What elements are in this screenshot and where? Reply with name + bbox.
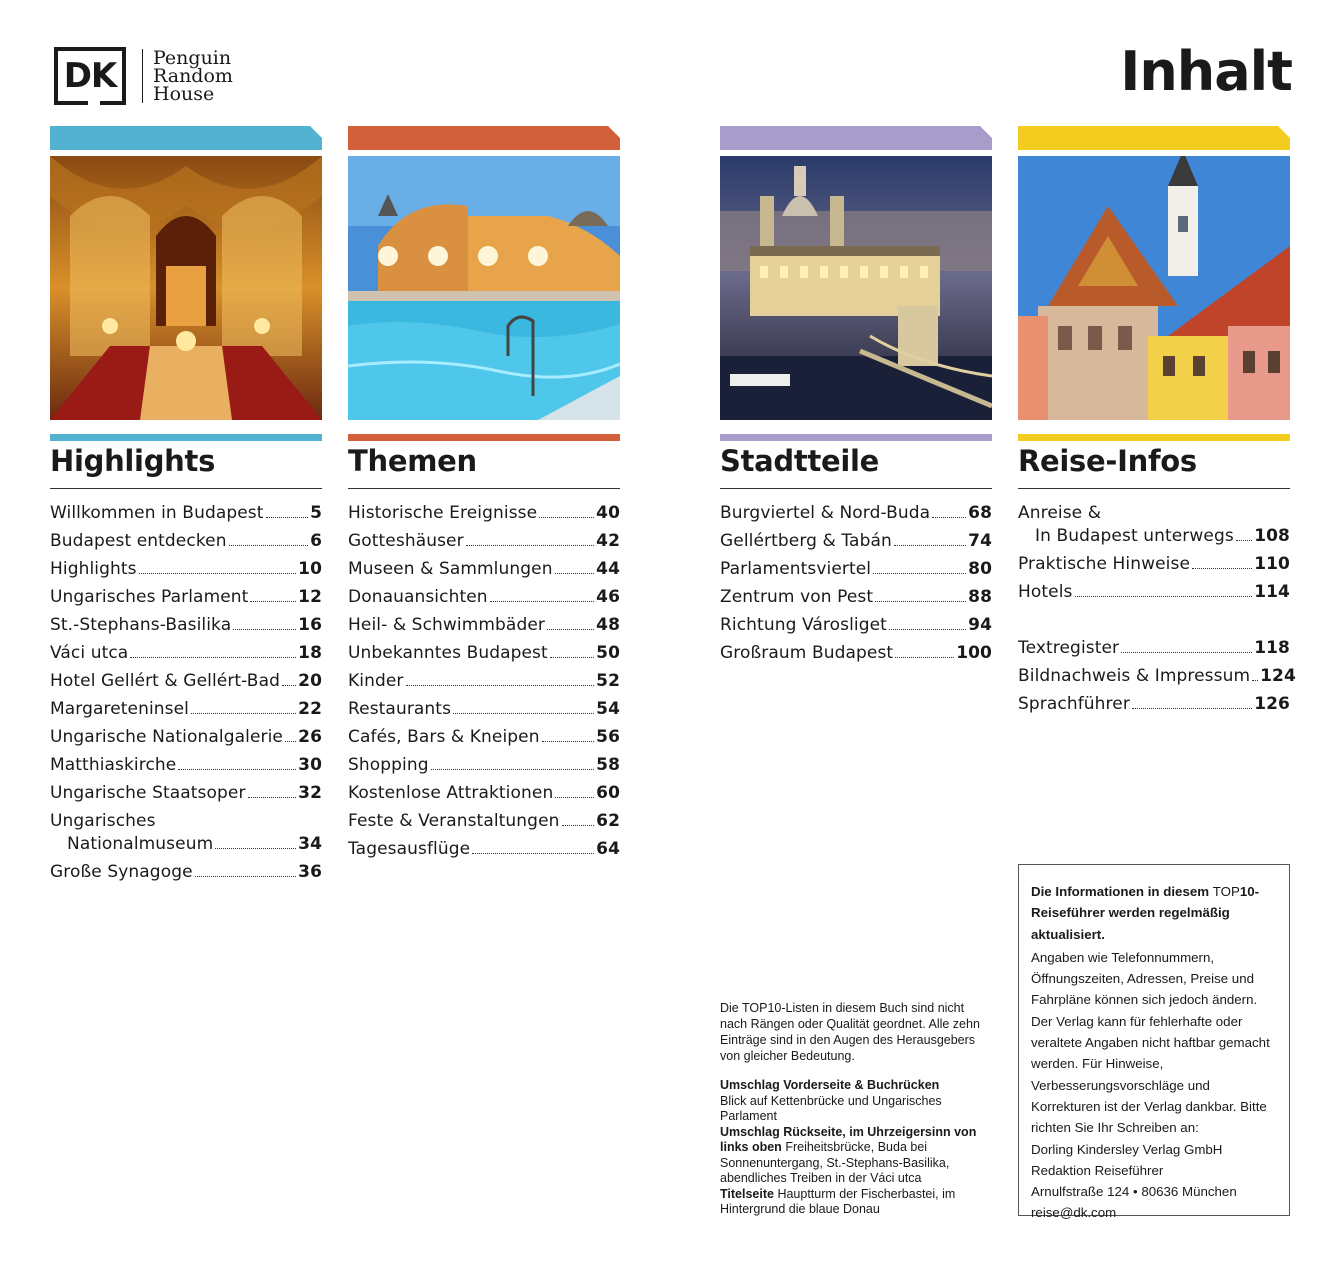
toc-entry[interactable] (720, 587, 992, 615)
toc-page-number: 126 (1254, 694, 1290, 714)
dot-leader (178, 769, 296, 770)
toc-entry-label: Burgviertel & Nord-Buda (720, 503, 931, 523)
dot-leader (285, 741, 296, 742)
toc-page-number: 88 (968, 587, 992, 607)
dot-leader (195, 876, 296, 877)
address-line: Dorling Kindersley Verlag GmbH (1031, 1141, 1223, 1157)
section-stadtteile (720, 126, 992, 671)
toc-entry[interactable] (1018, 694, 1290, 722)
dot-leader (139, 573, 297, 574)
toc-page-number: 52 (596, 671, 620, 691)
toc-entry-label: Museen & Sammlungen (348, 559, 553, 579)
toc-entry-label: Willkommen in Budapest (50, 503, 264, 523)
toc-entry[interactable] (720, 503, 992, 531)
toc-entry-label: Richtung Városliget (720, 615, 887, 635)
toc-page-number: 16 (298, 615, 322, 635)
toc-page-number: 50 (596, 643, 620, 663)
toc-page-number: 62 (596, 811, 620, 831)
toc-entry[interactable] (720, 643, 992, 671)
dot-leader (215, 848, 296, 849)
toc-entry[interactable] (348, 503, 620, 531)
toc-entry[interactable] (348, 615, 620, 643)
toc-entry-label: Parlamentsviertel (720, 559, 872, 579)
toc-list (348, 503, 620, 867)
section-title: Themen (348, 444, 477, 478)
toc-list (720, 503, 992, 671)
toc-entry-label: St.-Stephans-Basilika (50, 615, 232, 635)
toc-entry[interactable] (50, 862, 322, 890)
section-title: Reise-Infos (1018, 444, 1197, 478)
toc-entry[interactable] (348, 559, 620, 587)
toc-entry-label: Nationalmuseum (67, 834, 214, 854)
toc-page-number: 22 (298, 699, 322, 719)
toc-entry-label: Große Synagoge (50, 862, 193, 882)
toc-entry[interactable] (348, 839, 620, 867)
section-color-tab (348, 126, 620, 150)
toc-entry-label: Highlights (50, 559, 137, 579)
toc-page-number: 40 (596, 503, 620, 523)
toc-entry[interactable] (1018, 638, 1290, 666)
publisher-line: House (153, 83, 215, 105)
toc-entry-label: Budapest entdecken (50, 531, 227, 551)
info-box-body: Angaben wie Telefonnummern, Öffnungszeiten, Adressen, Preise und Fahrpläne können sich jedoch ändern. Der Verlag kann für fehlerhafte oder veraltete Angaben nicht haftbar gemacht werden. Für Hinweise, Verbesserungsvorschläge und Korrekturen ist der Verlag dankbar. Bitte richten Sie Ihr Schreiben an: (1031, 949, 1270, 1136)
toc-page-number: 110 (1254, 554, 1290, 574)
toc-entry-label: Feste & Veranstaltungen (348, 811, 560, 831)
section-divider (1018, 488, 1290, 489)
toc-page-number: 46 (596, 587, 620, 607)
dot-leader (875, 601, 966, 602)
dot-leader (472, 853, 594, 854)
top10-wordmark-top: TOP (1212, 884, 1240, 899)
toc-page-number: 64 (596, 839, 620, 859)
toc-entry[interactable] (50, 643, 322, 671)
toc-page-number: 100 (956, 643, 992, 663)
toc-entry[interactable] (50, 503, 322, 531)
section-highlights (50, 126, 322, 890)
section-color-tab (720, 126, 992, 150)
toc-entry[interactable] (348, 587, 620, 615)
publisher-logo (54, 46, 233, 106)
dot-leader (229, 545, 308, 546)
dot-leader (547, 629, 594, 630)
photo-buda-houses (1018, 156, 1290, 420)
publisher-line: Random (153, 65, 233, 87)
toc-page-number: 74 (968, 531, 992, 551)
toc-page-number: 60 (596, 783, 620, 803)
toc-entry-label: Zentrum von Pest (720, 587, 874, 607)
toc-entry-label: Ungarische Staatsoper (50, 783, 246, 803)
dot-leader (466, 545, 594, 546)
dot-leader (539, 517, 594, 518)
toc-entry-label: Bildnachweis & Impressum (1018, 666, 1251, 686)
toc-entry-label: Tagesausflüge (348, 839, 471, 859)
toc-page-number: 18 (298, 643, 322, 663)
toc-entry-label: Historische Ereignisse (348, 503, 538, 523)
toc-entry[interactable] (720, 615, 992, 643)
toc-page-number: 56 (596, 727, 620, 747)
toc-page-number: 42 (596, 531, 620, 551)
dot-leader (453, 713, 594, 714)
toc-page-number: 124 (1260, 666, 1296, 686)
top10-note (720, 1000, 990, 1218)
toc-page-number: 34 (298, 834, 322, 854)
toc-list (1018, 503, 1296, 722)
toc-entry-label: Hotels (1018, 582, 1073, 602)
toc-entry[interactable] (348, 643, 620, 671)
dot-leader (1192, 568, 1252, 569)
section-divider (720, 488, 992, 489)
toc-entry-label: Gotteshäuser (348, 531, 464, 551)
toc-entry[interactable] (720, 559, 992, 587)
dot-leader (130, 657, 296, 658)
top10-explanation: Die TOP10-Listen in diesem Buch sind nicht nach Rängen oder Qualität geordnet. Alle zehn Einträge sind in den Augen des Herausgebers von gleicher Bedeutung. (720, 1001, 980, 1063)
toc-entry-label: Restaurants (348, 699, 452, 719)
credit-text: Hauptturm der Fischerbastei, im Hintergrund die blaue Donau (720, 1186, 956, 1216)
toc-entry-label: Kinder (348, 671, 404, 691)
dot-leader (550, 657, 594, 658)
toc-entry[interactable] (50, 615, 322, 643)
toc-entry[interactable] (50, 811, 322, 862)
toc-entry-label: Gellértberg & Tabán (720, 531, 892, 551)
toc-page-number: 36 (298, 862, 322, 882)
toc-entry[interactable] (348, 755, 620, 783)
toc-entry-label: Ungarische Nationalgalerie (50, 727, 283, 747)
dot-leader (894, 545, 966, 546)
toc-entry-label: Praktische Hinweise (1018, 554, 1191, 574)
publisher-line: Penguin (153, 47, 232, 69)
toc-entry[interactable] (1018, 554, 1290, 582)
dot-leader (233, 629, 296, 630)
toc-entry-label: Textregister (1018, 638, 1120, 658)
info-heading-part: -Reiseführer werden regelmäßig aktualisiert. (1031, 884, 1260, 942)
toc-page-number: 94 (968, 615, 992, 635)
section-underbar (1018, 434, 1290, 441)
email-link[interactable]: reise@dk.com (1031, 1205, 1117, 1221)
section-title: Highlights (50, 444, 216, 478)
toc-entry[interactable] (348, 811, 620, 839)
dot-leader (555, 797, 594, 798)
toc-entry[interactable] (1018, 666, 1296, 694)
section-underbar (348, 434, 620, 441)
dot-leader (1252, 680, 1258, 681)
toc-entry[interactable] (50, 755, 322, 783)
address-line: Redaktion Reiseführer (1031, 1162, 1164, 1178)
info-heading-part: Die Informationen in diesem (1031, 884, 1213, 899)
section-color-tab (1018, 126, 1290, 150)
toc-page-number: 48 (596, 615, 620, 635)
dot-leader (555, 573, 595, 574)
toc-page-number: 114 (1254, 582, 1290, 602)
dot-leader (191, 713, 296, 714)
toc-page-number: 80 (968, 559, 992, 579)
toc-entry-label: Anreise & (1018, 503, 1102, 523)
dot-leader (873, 573, 966, 574)
section-underbar (720, 434, 992, 441)
section-color-tab (50, 126, 322, 150)
toc-entry[interactable] (348, 699, 620, 727)
toc-page-number: 6 (310, 531, 322, 551)
logo-divider (142, 49, 143, 103)
dot-leader (431, 769, 595, 770)
toc-page-number: 44 (596, 559, 620, 579)
dot-leader (1075, 596, 1253, 597)
dot-leader (542, 741, 595, 742)
toc-entry[interactable] (50, 587, 322, 615)
toc-entry-label: Cafés, Bars & Kneipen (348, 727, 540, 747)
section-title: Stadtteile (720, 444, 880, 478)
toc-entry-label: Hotel Gellért & Gellért-Bad (50, 671, 280, 691)
toc-entry[interactable] (1018, 503, 1290, 554)
toc-entry[interactable] (348, 671, 620, 699)
toc-entry[interactable] (50, 783, 322, 811)
section-divider (50, 488, 322, 489)
dot-leader (406, 685, 595, 686)
toc-entry-label: Unbekanntes Budapest (348, 643, 548, 663)
dot-leader (266, 517, 309, 518)
toc-list (50, 503, 322, 890)
section-divider (348, 488, 620, 489)
dot-leader (250, 601, 296, 602)
toc-entry-label: Großraum Budapest (720, 643, 894, 663)
cover-credits (720, 1078, 990, 1218)
credit-label: Umschlag Vorderseite & Buchrücken (720, 1078, 940, 1092)
toc-entry[interactable] (50, 671, 322, 699)
address-line: Arnulfstraße 124 • 80636 München (1031, 1184, 1237, 1200)
toc-entry-label: Margareteninsel (50, 699, 189, 719)
toc-page-number: 68 (968, 503, 992, 523)
toc-entry-label: Kostenlose Attraktionen (348, 783, 554, 803)
toc-entry[interactable] (50, 559, 322, 587)
dk-logo-mark: DK (54, 47, 126, 105)
toc-entry-label: Matthiaskirche (50, 755, 177, 775)
dot-leader (490, 601, 594, 602)
credit-label: Umschlag Rückseite, im Uhrzeigersinn von links oben (720, 1124, 977, 1154)
toc-entry[interactable] (348, 727, 620, 755)
section-underbar (50, 434, 322, 441)
dot-leader (889, 629, 966, 630)
toc-page-number: 10 (298, 559, 322, 579)
dot-leader (282, 685, 296, 686)
dot-leader (562, 825, 595, 826)
credit-label: Titelseite (720, 1186, 774, 1201)
section-reise-infos (1018, 126, 1296, 722)
section-themen (348, 126, 620, 867)
toc-page-number: 12 (298, 587, 322, 607)
dot-leader (1132, 708, 1252, 709)
toc-entry[interactable] (1018, 582, 1290, 610)
toc-page-number: 58 (596, 755, 620, 775)
photo-chain-bridge-night (720, 156, 992, 420)
toc-entry-label: Shopping (348, 755, 429, 775)
publisher-name (153, 49, 233, 103)
dot-leader (932, 517, 966, 518)
photo-szechenyi-bath (348, 156, 620, 420)
credit-text: Blick auf Kettenbrücke und Ungarisches Parlament (720, 1093, 942, 1123)
toc-page-number: 118 (1254, 638, 1290, 658)
toc-entry-label: Ungarisches Parlament (50, 587, 249, 607)
toc-entry[interactable] (348, 531, 620, 559)
toc-page-number: 26 (298, 727, 322, 747)
page-title: Inhalt (1120, 40, 1292, 103)
toc-page-number: 20 (298, 671, 322, 691)
update-info-box (1018, 864, 1290, 1221)
toc-entry[interactable] (720, 531, 992, 559)
toc-page-number: 5 (310, 503, 322, 523)
dot-leader (248, 797, 297, 798)
toc-entry-label: Váci utca (50, 643, 129, 663)
toc-page-number: 30 (298, 755, 322, 775)
toc-page-number: 108 (1254, 526, 1290, 546)
dot-leader (895, 657, 954, 658)
toc-entry-label: Sprachführer (1018, 694, 1130, 714)
info-box-heading (1031, 881, 1277, 945)
toc-entry[interactable] (50, 531, 322, 559)
toc-entry[interactable] (50, 727, 322, 755)
toc-entry-label: Donauansichten (348, 587, 488, 607)
photo-parliament-stairs (50, 156, 322, 420)
toc-entry[interactable] (348, 783, 620, 811)
toc-page-number: 32 (298, 783, 322, 803)
toc-page-number: 54 (596, 699, 620, 719)
toc-entry-label: Ungarisches (50, 811, 156, 831)
credit-text: Freiheitsbrücke, Buda bei Sonnenuntergang, St.-Stephans-Basilika, abendliches Treiben in der Váci utca (720, 1140, 950, 1185)
top10-wordmark-10: 10 (1239, 884, 1255, 899)
toc-entry[interactable] (50, 699, 322, 727)
toc-spacer (1018, 610, 1290, 638)
dot-leader (1121, 652, 1252, 653)
toc-entry-label: In Budapest unterwegs (1035, 526, 1234, 546)
toc-entry-label: Heil- & Schwimmbäder (348, 615, 545, 635)
dot-leader (1236, 540, 1252, 541)
